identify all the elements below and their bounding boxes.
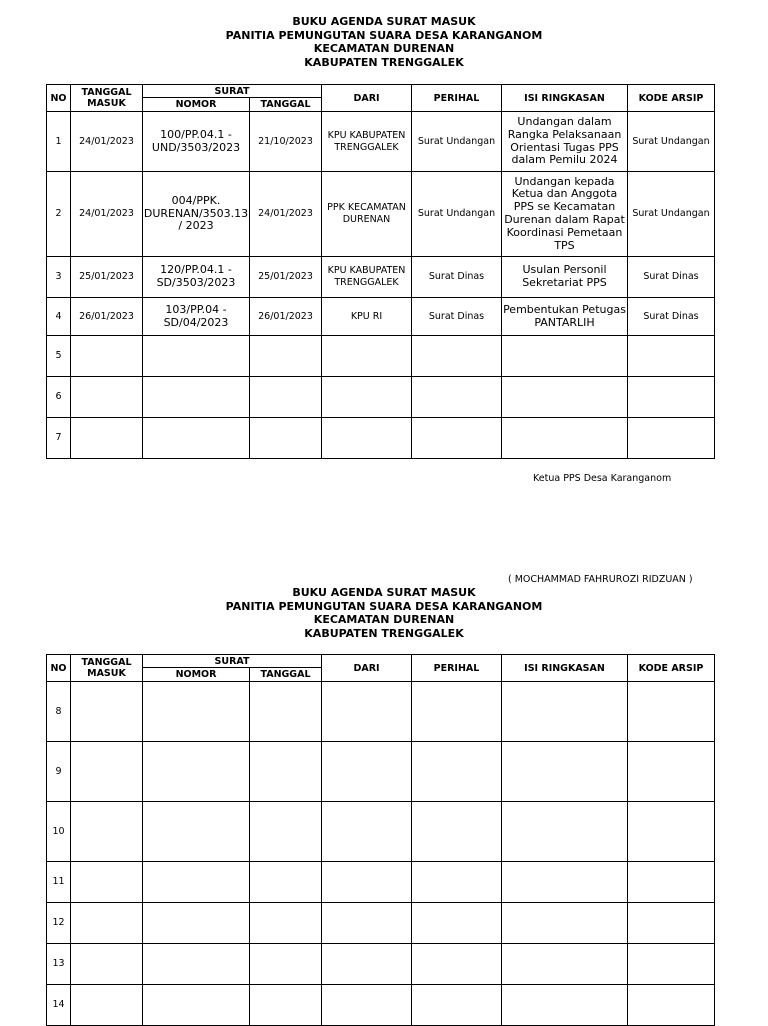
cell-isi (502, 418, 628, 459)
cell-no: 1 (47, 112, 71, 172)
table-row (47, 903, 715, 944)
col-isi-ringkasan: ISI RINGKASAN (502, 85, 628, 112)
cell-isi (502, 377, 628, 418)
cell-kode (628, 862, 715, 903)
col-kode-arsip: KODE ARSIP (628, 85, 715, 112)
cell-no: 9 (47, 742, 71, 802)
cell-tanggal-masuk: 26/01/2023 (71, 298, 143, 336)
col-perihal: PERIHAL (412, 85, 502, 112)
cell-perihal: Surat Dinas (412, 298, 502, 336)
cell-nomor: 120/PP.04.1 - SD/3503/2023 (143, 257, 250, 298)
cell-nomor (143, 802, 250, 862)
cell-kode: Surat Undangan (628, 112, 715, 172)
cell-tanggal (250, 336, 322, 377)
cell-perihal: Surat Undangan (412, 172, 502, 257)
cell-nomor (143, 903, 250, 944)
table-row (47, 172, 715, 257)
header-regency: KABUPATEN TRENGGALEK (304, 55, 464, 69)
page-header-1 (0, 15, 768, 69)
cell-tanggal-masuk: 24/01/2023 (71, 172, 143, 257)
cell-kode (628, 418, 715, 459)
table-row (47, 112, 715, 172)
cell-tanggal-masuk: 24/01/2023 (71, 112, 143, 172)
cell-dari (322, 985, 412, 1026)
cell-perihal (412, 742, 502, 802)
cell-perihal (412, 336, 502, 377)
cell-tanggal-masuk (71, 985, 143, 1026)
table-row (47, 862, 715, 903)
cell-no: 5 (47, 336, 71, 377)
cell-no: 3 (47, 257, 71, 298)
cell-nomor (143, 862, 250, 903)
cell-no: 12 (47, 903, 71, 944)
cell-isi: Pembentukan Petugas PANTARLIH (502, 298, 628, 336)
cell-no: 6 (47, 377, 71, 418)
header-regency: KABUPATEN TRENGGALEK (304, 626, 464, 640)
cell-no: 4 (47, 298, 71, 336)
cell-kode (628, 944, 715, 985)
cell-perihal (412, 377, 502, 418)
col-no: NO (47, 655, 71, 682)
cell-tanggal (250, 944, 322, 985)
cell-tanggal-masuk: 25/01/2023 (71, 257, 143, 298)
cell-perihal (412, 682, 502, 742)
signature-title: Ketua PPS Desa Karanganom (533, 473, 672, 484)
col-surat: SURAT (143, 655, 322, 668)
cell-tanggal (250, 377, 322, 418)
cell-kode (628, 985, 715, 1026)
cell-kode (628, 377, 715, 418)
cell-dari: KPU KABUPATEN TRENGGALEK (322, 257, 412, 298)
col-no: NO (47, 85, 71, 112)
header-title: BUKU AGENDA SURAT MASUK (292, 15, 476, 28)
cell-nomor: 103/PP.04 - SD/04/2023 (143, 298, 250, 336)
cell-perihal: Surat Undangan (412, 112, 502, 172)
cell-isi (502, 802, 628, 862)
col-kode-arsip: KODE ARSIP (628, 655, 715, 682)
cell-isi (502, 985, 628, 1026)
table-row (47, 985, 715, 1026)
cell-isi (502, 336, 628, 377)
cell-perihal: Surat Dinas (412, 257, 502, 298)
cell-isi (502, 903, 628, 944)
cell-kode: Surat Dinas (628, 257, 715, 298)
cell-kode: Surat Undangan (628, 172, 715, 257)
cell-tanggal: 24/01/2023 (250, 172, 322, 257)
agenda-table-1 (46, 84, 715, 459)
col-dari: DARI (322, 655, 412, 682)
header-committee: PANITIA PEMUNGUTAN SUARA DESA KARANGANOM (225, 599, 543, 613)
cell-isi: Usulan Personil Sekretariat PPS (502, 257, 628, 298)
col-tanggal-masuk: TANGGAL MASUK (71, 655, 143, 682)
cell-perihal (412, 985, 502, 1026)
cell-no: 13 (47, 944, 71, 985)
cell-no: 8 (47, 682, 71, 742)
table-row (47, 742, 715, 802)
cell-dari (322, 336, 412, 377)
cell-tanggal: 21/10/2023 (250, 112, 322, 172)
cell-nomor (143, 682, 250, 742)
table-row (47, 418, 715, 459)
cell-perihal (412, 418, 502, 459)
cell-tanggal (250, 985, 322, 1026)
cell-dari: KPU KABUPATEN TRENGGALEK (322, 112, 412, 172)
cell-dari (322, 944, 412, 985)
cell-no: 2 (47, 172, 71, 257)
col-tanggal: TANGGAL (250, 98, 322, 112)
cell-isi: Undangan dalam Rangka Pelaksanaan Orientasi Tugas PPS dalam Pemilu 2024 (502, 112, 628, 172)
col-tanggal-masuk: TANGGAL MASUK (71, 85, 143, 112)
cell-perihal (412, 802, 502, 862)
header-committee: PANITIA PEMUNGUTAN SUARA DESA KARANGANOM (225, 28, 543, 42)
cell-no: 11 (47, 862, 71, 903)
cell-tanggal-masuk (71, 742, 143, 802)
cell-tanggal-masuk (71, 336, 143, 377)
table-row (47, 682, 715, 742)
cell-no: 7 (47, 418, 71, 459)
cell-kode (628, 682, 715, 742)
cell-nomor (143, 418, 250, 459)
cell-isi (502, 742, 628, 802)
header-district: KECAMATAN DURENAN (313, 42, 455, 56)
cell-nomor (143, 336, 250, 377)
table-row (47, 802, 715, 862)
cell-perihal (412, 862, 502, 903)
cell-kode (628, 903, 715, 944)
cell-dari (322, 862, 412, 903)
cell-nomor (143, 944, 250, 985)
cell-isi (502, 862, 628, 903)
cell-kode (628, 336, 715, 377)
cell-kode (628, 802, 715, 862)
cell-tanggal-masuk (71, 682, 143, 742)
cell-tanggal: 26/01/2023 (250, 298, 322, 336)
cell-isi (502, 944, 628, 985)
cell-nomor (143, 377, 250, 418)
page-header-2 (0, 586, 768, 640)
col-nomor: NOMOR (143, 668, 250, 682)
table-row (47, 298, 715, 336)
cell-kode: Surat Dinas (628, 298, 715, 336)
cell-tanggal-masuk (71, 802, 143, 862)
cell-no: 14 (47, 985, 71, 1026)
cell-tanggal (250, 418, 322, 459)
table-row (47, 336, 715, 377)
cell-tanggal-masuk (71, 418, 143, 459)
col-nomor: NOMOR (143, 98, 250, 112)
cell-dari: PPK KECAMATAN DURENAN (322, 172, 412, 257)
cell-tanggal (250, 862, 322, 903)
cell-perihal (412, 944, 502, 985)
header-district: KECAMATAN DURENAN (313, 613, 455, 627)
table-row (47, 257, 715, 298)
cell-isi (502, 682, 628, 742)
col-isi-ringkasan: ISI RINGKASAN (502, 655, 628, 682)
cell-tanggal (250, 903, 322, 944)
cell-dari (322, 802, 412, 862)
cell-tanggal: 25/01/2023 (250, 257, 322, 298)
header-title: BUKU AGENDA SURAT MASUK (292, 586, 476, 599)
col-perihal: PERIHAL (412, 655, 502, 682)
signature-name: ( MOCHAMMAD FAHRUROZI RIDZUAN ) (508, 574, 693, 585)
cell-isi: Undangan kepada Ketua dan Anggota PPS se Kecamatan Durenan dalam Rapat Koordinasi Pemetaan TPS (502, 172, 628, 257)
cell-nomor: 100/PP.04.1 - UND/3503/2023 (143, 112, 250, 172)
cell-kode (628, 742, 715, 802)
cell-tanggal (250, 682, 322, 742)
cell-nomor (143, 742, 250, 802)
col-tanggal: TANGGAL (250, 668, 322, 682)
cell-tanggal (250, 742, 322, 802)
cell-tanggal-masuk (71, 862, 143, 903)
cell-nomor (143, 985, 250, 1026)
table-row (47, 944, 715, 985)
cell-nomor: 004/PPK. DURENAN/3503.13 / 2023 (143, 172, 250, 257)
cell-dari (322, 742, 412, 802)
col-dari: DARI (322, 85, 412, 112)
cell-dari (322, 377, 412, 418)
cell-tanggal-masuk (71, 944, 143, 985)
cell-tanggal-masuk (71, 903, 143, 944)
col-surat: SURAT (143, 85, 322, 98)
agenda-table-2 (46, 654, 715, 1026)
cell-no: 10 (47, 802, 71, 862)
cell-tanggal-masuk (71, 377, 143, 418)
cell-tanggal (250, 802, 322, 862)
cell-dari (322, 903, 412, 944)
cell-dari: KPU RI (322, 298, 412, 336)
table-row (47, 377, 715, 418)
cell-dari (322, 682, 412, 742)
cell-dari (322, 418, 412, 459)
cell-perihal (412, 903, 502, 944)
